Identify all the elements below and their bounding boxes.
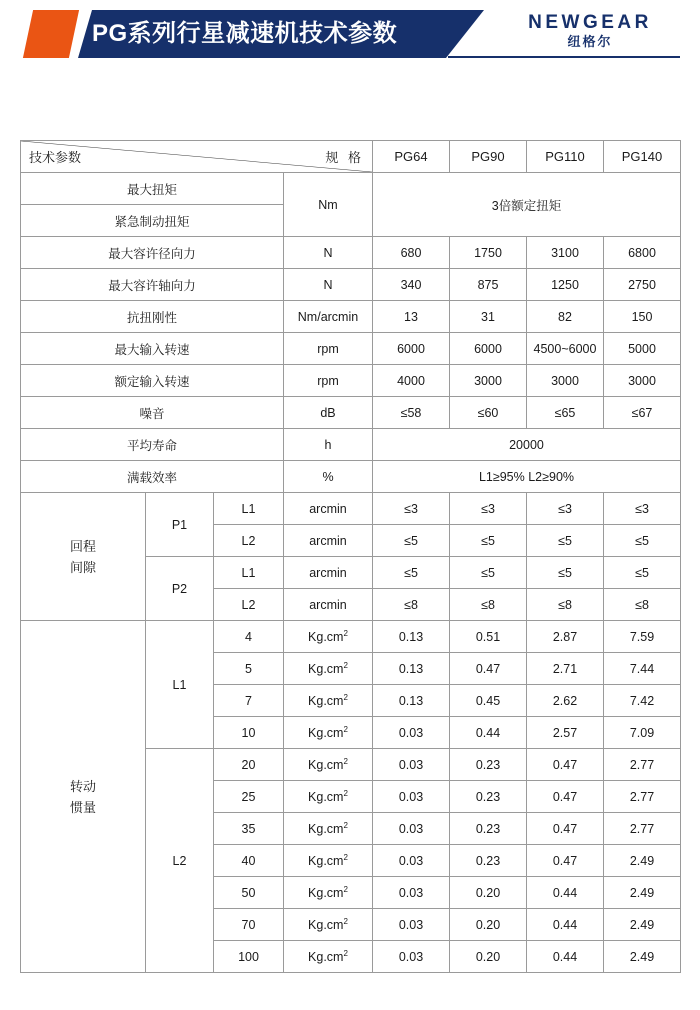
param-value: 0.44 <box>527 941 604 973</box>
param-value: 0.20 <box>450 909 527 941</box>
param-value: 2.71 <box>527 653 604 685</box>
param-value: 0.47 <box>527 781 604 813</box>
param-axis-label: 技术参数 <box>29 150 82 165</box>
param-value: 3000 <box>450 365 527 397</box>
param-unit: $Kg.cm^2$ <box>284 813 373 845</box>
param-value: ≤67 <box>604 397 681 429</box>
inertia-ratio-label: 20 <box>214 749 284 781</box>
param-unit: $Kg.cm^2$ <box>284 653 373 685</box>
brand-name-cn: 纽格尔 <box>567 34 613 49</box>
table-header-row <box>21 141 681 173</box>
table-row-noise <box>21 397 681 429</box>
param-value: 6000 <box>373 333 450 365</box>
inertia-ratio-label: 35 <box>214 813 284 845</box>
model-column-header: PG140 <box>604 141 681 173</box>
param-value: ≤8 <box>527 589 604 621</box>
backlash-stage-label: L1 <box>214 557 284 589</box>
param-value: 0.03 <box>373 813 450 845</box>
param-name: 噪音 <box>21 397 284 429</box>
param-name: 紧急制动扭矩 <box>21 205 284 237</box>
param-value: 0.20 <box>450 941 527 973</box>
param-value: 0.13 <box>373 621 450 653</box>
param-value: ≤5 <box>373 525 450 557</box>
inertia-ratio-label: 40 <box>214 845 284 877</box>
param-value: ≤3 <box>373 493 450 525</box>
param-value: 4500~6000 <box>527 333 604 365</box>
param-value: 680 <box>373 237 450 269</box>
param-value: 0.13 <box>373 653 450 685</box>
param-value: ≤5 <box>450 525 527 557</box>
table-row-max-torque <box>21 173 681 205</box>
param-value: 0.03 <box>373 749 450 781</box>
param-name: 平均寿命 <box>21 429 284 461</box>
table-row-average-life <box>21 429 681 461</box>
param-unit: rpm <box>284 333 373 365</box>
param-value: 2750 <box>604 269 681 301</box>
inertia-section-label <box>21 621 146 973</box>
param-unit: dB <box>284 397 373 429</box>
param-unit: $Kg.cm^2$ <box>284 781 373 813</box>
model-column-header: PG110 <box>527 141 604 173</box>
param-unit: $Kg.cm^2$ <box>284 941 373 973</box>
inertia-group-label: L1 <box>146 621 214 749</box>
param-value: 7.42 <box>604 685 681 717</box>
inertia-group-label: L2 <box>146 749 214 973</box>
param-value: 3000 <box>604 365 681 397</box>
param-unit: $Kg.cm^2$ <box>284 845 373 877</box>
param-value: 6800 <box>604 237 681 269</box>
inertia-ratio-label: 70 <box>214 909 284 941</box>
param-name: 额定输入转速 <box>21 365 284 397</box>
inertia-ratio-label: 10 <box>214 717 284 749</box>
inertia-ratio-label: 5 <box>214 653 284 685</box>
param-unit: N <box>284 237 373 269</box>
param-value: 875 <box>450 269 527 301</box>
param-value: 0.47 <box>527 813 604 845</box>
param-value: ≤8 <box>604 589 681 621</box>
param-value: ≤5 <box>604 525 681 557</box>
param-unit: $Kg.cm^2$ <box>284 749 373 781</box>
param-value: 2.49 <box>604 845 681 877</box>
param-value: 2.77 <box>604 781 681 813</box>
spec-table <box>20 140 681 973</box>
corner-diagonal-cell <box>21 141 373 173</box>
param-value: 0.13 <box>373 685 450 717</box>
param-value: ≤5 <box>527 557 604 589</box>
param-unit: $Kg.cm^2$ <box>284 909 373 941</box>
param-name: 最大扭矩 <box>21 173 284 205</box>
param-value: ≤8 <box>373 589 450 621</box>
param-value: 3000 <box>527 365 604 397</box>
backlash-label-line2: 间隙 <box>69 559 96 575</box>
param-value: 340 <box>373 269 450 301</box>
param-value: ≤8 <box>450 589 527 621</box>
param-unit: h <box>284 429 373 461</box>
orange-accent-shape <box>23 10 79 58</box>
brand-name: NEWGEAR <box>528 12 652 33</box>
param-value: 2.49 <box>604 941 681 973</box>
inertia-label-line1: 转动 <box>69 778 96 794</box>
model-column-header: PG90 <box>450 141 527 173</box>
param-value: ≤58 <box>373 397 450 429</box>
table-row-backlash-p1-l1 <box>21 493 681 525</box>
table-row-full-load-efficiency <box>21 461 681 493</box>
param-value: 13 <box>373 301 450 333</box>
spec-table-body <box>21 141 681 973</box>
table-row-torsional-rigidity <box>21 301 681 333</box>
param-value: ≤60 <box>450 397 527 429</box>
inertia-ratio-label: 100 <box>214 941 284 973</box>
param-name: 最大容许径向力 <box>21 237 284 269</box>
param-unit: arcmin <box>284 493 373 525</box>
param-value: 2.49 <box>604 877 681 909</box>
backlash-section-label <box>21 493 146 621</box>
param-value: 0.03 <box>373 781 450 813</box>
param-value-merged: L1≥95% L2≥90% <box>373 461 681 493</box>
param-value: 0.23 <box>450 781 527 813</box>
table-row-rated-input-speed <box>21 365 681 397</box>
brand-logo <box>500 12 680 50</box>
backlash-stage-label: L2 <box>214 525 284 557</box>
param-value: ≤65 <box>527 397 604 429</box>
param-value: 3100 <box>527 237 604 269</box>
page-title: PG系列行星减速机技术参数 <box>92 20 398 47</box>
param-value: 1750 <box>450 237 527 269</box>
param-value: 0.47 <box>527 749 604 781</box>
param-value: 2.77 <box>604 813 681 845</box>
param-unit: $Kg.cm^2$ <box>284 877 373 909</box>
backlash-stage-label: L1 <box>214 493 284 525</box>
param-value: 0.23 <box>450 813 527 845</box>
param-unit: arcmin <box>284 525 373 557</box>
param-unit: N <box>284 269 373 301</box>
param-value: 0.03 <box>373 909 450 941</box>
param-unit: $Kg.cm^2$ <box>284 621 373 653</box>
param-value: 2.87 <box>527 621 604 653</box>
param-value: 0.03 <box>373 877 450 909</box>
param-value: 0.47 <box>527 845 604 877</box>
param-value: 0.20 <box>450 877 527 909</box>
param-unit: % <box>284 461 373 493</box>
inertia-ratio-label: 25 <box>214 781 284 813</box>
param-value: 0.23 <box>450 845 527 877</box>
param-value: 2.77 <box>604 749 681 781</box>
param-name: 最大输入转速 <box>21 333 284 365</box>
param-value: 31 <box>450 301 527 333</box>
backlash-group-label: P1 <box>146 493 214 557</box>
param-unit: rpm <box>284 365 373 397</box>
param-unit: $Kg.cm^2$ <box>284 685 373 717</box>
param-unit: Nm <box>284 173 373 237</box>
param-value: 0.44 <box>527 909 604 941</box>
param-value: 0.23 <box>450 749 527 781</box>
param-value: 7.59 <box>604 621 681 653</box>
inertia-label-line2: 惯量 <box>69 799 96 815</box>
param-value: ≤5 <box>373 557 450 589</box>
param-value: 0.03 <box>373 941 450 973</box>
table-row-axial-force <box>21 269 681 301</box>
page-header <box>0 0 700 70</box>
param-unit: arcmin <box>284 589 373 621</box>
param-value: 0.47 <box>450 653 527 685</box>
param-value: 0.51 <box>450 621 527 653</box>
param-name: 满载效率 <box>21 461 284 493</box>
param-name: 最大容许轴向力 <box>21 269 284 301</box>
param-value: ≤3 <box>604 493 681 525</box>
backlash-stage-label: L2 <box>214 589 284 621</box>
param-name: 抗扭刚性 <box>21 301 284 333</box>
spec-axis-label: 规 格 <box>325 150 364 165</box>
param-value: 0.03 <box>373 717 450 749</box>
param-unit: arcmin <box>284 557 373 589</box>
param-value: 150 <box>604 301 681 333</box>
param-value: 2.62 <box>527 685 604 717</box>
param-value: 82 <box>527 301 604 333</box>
header-divider-line <box>448 56 680 58</box>
table-row-max-input-speed <box>21 333 681 365</box>
param-value: 7.44 <box>604 653 681 685</box>
param-value: 0.45 <box>450 685 527 717</box>
inertia-ratio-label: 50 <box>214 877 284 909</box>
table-row-inertia-l1-4 <box>21 621 681 653</box>
param-value: 5000 <box>604 333 681 365</box>
param-value-merged: 3倍额定扭矩 <box>373 173 681 237</box>
inertia-ratio-label: 7 <box>214 685 284 717</box>
backlash-label-line1: 回程 <box>69 538 96 554</box>
param-value: 0.03 <box>373 845 450 877</box>
param-value: ≤5 <box>527 525 604 557</box>
param-value: 2.49 <box>604 909 681 941</box>
param-value: 0.44 <box>450 717 527 749</box>
param-value: 0.44 <box>527 877 604 909</box>
param-value: ≤5 <box>450 557 527 589</box>
param-unit: $Kg.cm^2$ <box>284 717 373 749</box>
param-value: 1250 <box>527 269 604 301</box>
param-value: ≤3 <box>450 493 527 525</box>
table-row-radial-force <box>21 237 681 269</box>
param-value: 6000 <box>450 333 527 365</box>
spec-table-container <box>20 140 680 973</box>
model-column-header: PG64 <box>373 141 450 173</box>
param-value: 4000 <box>373 365 450 397</box>
param-unit: Nm/arcmin <box>284 301 373 333</box>
inertia-ratio-label: 4 <box>214 621 284 653</box>
param-value-merged: 20000 <box>373 429 681 461</box>
backlash-group-label: P2 <box>146 557 214 621</box>
param-value: 7.09 <box>604 717 681 749</box>
param-value: ≤3 <box>527 493 604 525</box>
param-value: 2.57 <box>527 717 604 749</box>
param-value: ≤5 <box>604 557 681 589</box>
